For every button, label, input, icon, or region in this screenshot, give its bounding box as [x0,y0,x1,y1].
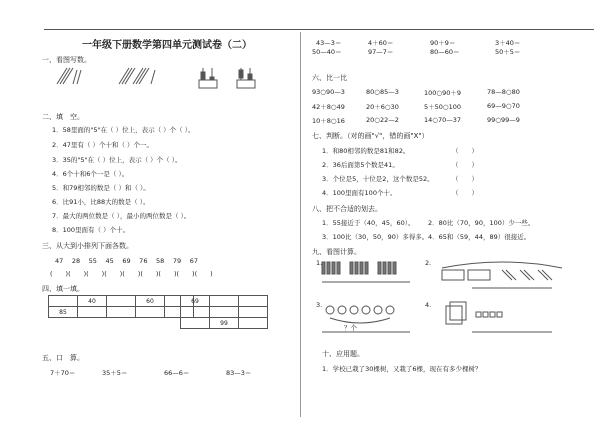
fill-item-6: 6．比91小，比88大的数是（ ）。 [52,198,150,206]
judge-item-4: 4．100里面有100个十。 [322,189,397,197]
number-table-1 [48,295,194,318]
oral-calc-4: 83—3＝ [226,369,252,377]
table1-cell: 85 [49,307,78,318]
abacus-2 [237,68,255,88]
fill-item-4: 4．6个十和6个一是（ ）。 [52,170,129,178]
column-divider [300,32,301,417]
fill-item-8: 8．100里面有（ ）个十。 [52,226,130,234]
oral-calc-2: 35＋5＝ [102,369,128,377]
table2-cell[interactable] [181,307,210,318]
section-9-heading: 九、看图计算。 [312,248,361,256]
table1-cell[interactable] [136,307,165,318]
compare-1-1: 93○90—3 [312,88,345,96]
number-table-2 [180,295,268,329]
section-1-heading: 一、看图写数。 [42,56,91,64]
calc-r2-3: 80—60＝ [430,48,460,56]
fill-item-3: 3．35的"5"在（ ）位上，表示（ ）个（ ）。 [52,156,182,164]
fill-item-5: 5．和79相邻的数是（ ）和（ ）。 [52,184,150,192]
table1-cell[interactable] [107,307,136,318]
section-7-heading: 七、判断。（对的画"√"，错的画"X"） [312,132,429,140]
strike-item-4: 4．65和（59，44，89）很接近。 [428,233,531,241]
judge-item-3: 3．个位是5，十位是2，这个数是52。 [322,175,434,183]
picture-label-1: 1. [316,259,323,267]
table2-cell[interactable] [210,307,239,318]
table2-cell: 69 [181,296,210,307]
calc-r1-1: 43—3＝ [316,39,342,47]
compare-2-3: 5＋50○100 [424,103,461,111]
fill-item-1: 1．58里面的"5"在（ ）位上，表示（ ）个（ ）。 [52,126,195,134]
cups-figure [322,306,410,332]
section-6-heading: 六、比一比 [312,74,347,82]
top-rule [44,29,594,30]
table1-cell[interactable] [49,296,78,307]
table2-cell[interactable] [239,318,268,329]
compare-3-1: 10＋8○16 [312,117,345,125]
judge-answer-2[interactable]: （ ） [452,161,478,169]
table2-cell[interactable] [181,318,210,329]
table1-cell[interactable] [78,307,107,318]
strike-item-2: 2．80比（70，90，100）少一些。 [428,219,535,227]
compare-3-3: 14○70—37 [424,116,461,124]
word-problem-1: 1．学校已栽了30棵树，又栽了6棵，现在有多少棵树？ [322,365,482,373]
table2-cell[interactable] [239,296,268,307]
picture-label-3: 3. [316,301,323,309]
fill-item-7: 7．最大的两位数是（ ），最小的两位数是（ ）。 [52,212,191,220]
judge-answer-3[interactable]: （ ） [452,175,478,183]
strike-item-1: 1．55接近于（40，45，60）。 [322,219,415,227]
compare-1-2: 80○85—3 [366,88,399,96]
picture-question-label: ？个 [344,324,357,332]
calc-r2-2: 97—7＝ [368,48,394,56]
compare-2-2: 20＋6○30 [366,103,399,111]
table2-cell[interactable] [210,296,239,307]
section-8-heading: 八、把不合适的划去。 [312,205,382,213]
judge-item-1: 1．和80相邻的数是81和82。 [322,147,410,155]
table1-cell[interactable] [107,296,136,307]
judge-answer-4[interactable]: （ ） [452,189,478,197]
table2-cell[interactable] [239,307,268,318]
blocks-figure [446,302,552,332]
order-numbers: 47 28 55 45 69 76 58 79 67 [55,257,198,265]
stick-bundle-2 [119,68,155,84]
picture-label-2: 2. [425,259,432,267]
compare-3-2: 20○22—2 [366,116,399,124]
fill-item-2: 2．47里有（ ）个十和（ ）个一。 [52,141,154,149]
page-title: 一年级下册数学第四单元测试卷（二） [82,40,252,51]
picture-label-4: 4. [425,301,432,309]
calc-r1-4: 3＋40＝ [495,39,521,47]
section-3-heading: 三、从大到小排列下面各数。 [42,242,133,250]
judge-item-2: 2．36后面第5个数是41。 [322,161,399,169]
compare-2-4: 69—9○70 [487,102,520,110]
table1-cell: 60 [136,296,165,307]
section-5-heading: 五、口 算。 [42,354,84,362]
section-4-heading: 四、填一填。 [42,285,84,293]
picture-calc-figures [320,258,580,338]
brace-bundles-figure [442,262,562,288]
compare-1-4: 78—8○80 [487,88,520,96]
compare-3-4: 99○99—9 [487,116,520,124]
calc-r1-2: 4＋60＝ [368,39,394,47]
strike-item-3: 3．100比（30，50，90）多得多。 [322,233,429,241]
compare-2-1: 42＋8○49 [312,103,345,111]
judge-answer-1[interactable]: （ ） [452,147,478,155]
stick-bundles-figure [322,262,410,282]
stick-bundle-1 [57,68,81,84]
counting-pictures [55,66,295,94]
table1-cell: 40 [78,296,107,307]
order-blanks[interactable]: ( )( )( )( )( )( )( )( )( ) [50,270,213,278]
calc-r1-3: 90＋9＝ [430,39,456,47]
calc-r2-1: 50—40＝ [312,48,342,56]
abacus-1 [199,68,217,88]
section-10-heading: 十、应用题。 [322,350,364,358]
oral-calc-3: 66—6＝ [164,369,190,377]
calc-r2-4: 50＋5＝ [495,48,521,56]
table2-cell: 99 [210,318,239,329]
oral-calc-1: 7＋70＝ [50,369,76,377]
compare-1-3: 100○90＋9 [424,89,461,97]
section-2-heading: 二、填 空。 [42,113,84,121]
